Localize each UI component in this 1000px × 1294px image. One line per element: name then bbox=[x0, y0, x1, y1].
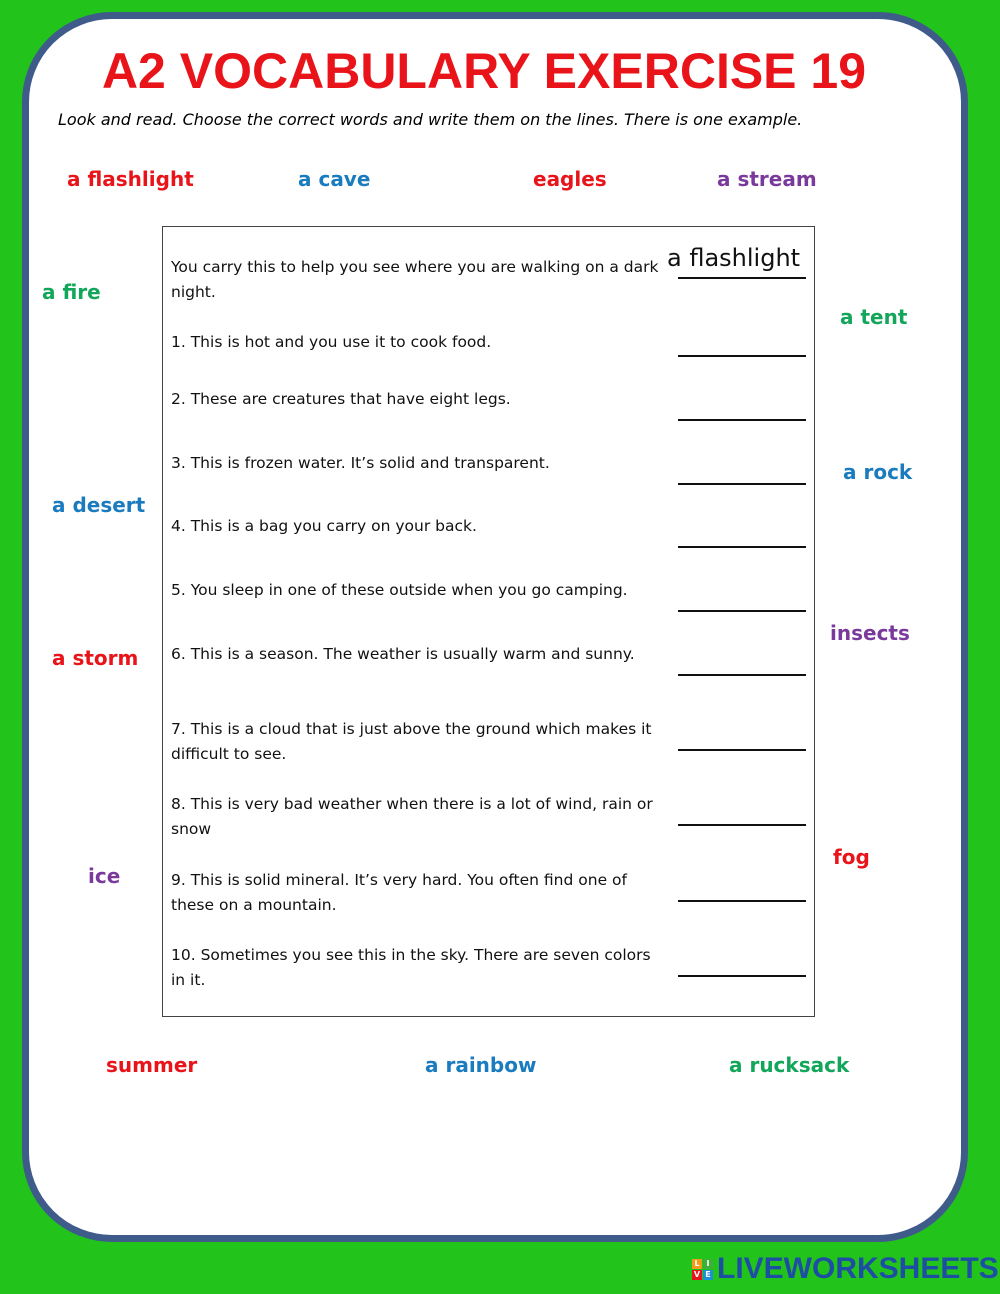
logo-letter: I bbox=[703, 1259, 713, 1269]
answer-line-4[interactable] bbox=[678, 546, 806, 548]
logo-text: LIVEWORKSHEETS bbox=[717, 1252, 999, 1285]
word-bank-item: a stream bbox=[717, 167, 817, 191]
question-2: 2. These are creatures that have eight legs. bbox=[171, 390, 511, 408]
word-bank-item: a fire bbox=[42, 280, 101, 304]
questions-box bbox=[162, 226, 815, 1017]
word-bank-item: a rock bbox=[843, 460, 913, 484]
answer-line-5[interactable] bbox=[678, 610, 806, 612]
word-bank-item: summer bbox=[106, 1053, 198, 1077]
word-bank-item: a flashlight bbox=[67, 167, 194, 191]
answer-line-8[interactable] bbox=[678, 824, 806, 826]
word-bank-item: a rucksack bbox=[729, 1053, 850, 1077]
question-5: 5. You sleep in one of these outside when you go camping. bbox=[171, 581, 628, 599]
word-bank-item: a storm bbox=[52, 646, 139, 670]
example-answer-line bbox=[678, 277, 806, 279]
answer-line-3[interactable] bbox=[678, 483, 806, 485]
question-6: 6. This is a season. The weather is usually warm and sunny. bbox=[171, 645, 635, 663]
word-bank-item: a desert bbox=[52, 493, 146, 517]
question-4: 4. This is a bag you carry on your back. bbox=[171, 517, 477, 535]
question-3: 3. This is frozen water. It’s solid and transparent. bbox=[171, 454, 550, 472]
word-bank-item: ice bbox=[88, 864, 121, 888]
example-question: You carry this to help you see where you are walking on a dark night. bbox=[171, 258, 659, 301]
logo-letter: E bbox=[703, 1270, 713, 1280]
word-bank-item: a tent bbox=[840, 305, 908, 329]
logo-icon bbox=[692, 1259, 713, 1280]
answer-line-2[interactable] bbox=[678, 419, 806, 421]
question-9: 9. This is solid mineral. It’s very hard. You often find one of these on a mountain. bbox=[171, 871, 627, 914]
question-7: 7. This is a cloud that is just above the ground which makes it difficult to see. bbox=[171, 720, 652, 763]
question-10: 10. Sometimes you see this in the sky. There are seven colors in it. bbox=[171, 946, 651, 989]
answer-line-7[interactable] bbox=[678, 749, 806, 751]
logo-letter: V bbox=[693, 1269, 701, 1279]
page-title: A2 VOCABULARY EXERCISE 19 bbox=[101, 43, 867, 99]
answer-line-9[interactable] bbox=[678, 900, 806, 902]
liveworksheets-logo bbox=[692, 1254, 999, 1284]
question-8: 8. This is very bad weather when there is a lot of wind, rain or snow bbox=[171, 795, 653, 838]
answer-line-1[interactable] bbox=[678, 355, 806, 357]
word-bank-item: insects bbox=[830, 621, 910, 645]
logo-letter: L bbox=[692, 1259, 702, 1269]
answer-line-6[interactable] bbox=[678, 674, 806, 676]
answer-line-10[interactable] bbox=[678, 975, 806, 977]
instructions: Look and read. Choose the correct words and write them on the lines. There is one example. bbox=[58, 110, 803, 129]
word-bank-item: a cave bbox=[298, 167, 371, 191]
example-answer: a flashlight bbox=[667, 244, 801, 272]
word-bank-item: fog bbox=[833, 845, 870, 869]
question-1: 1. This is hot and you use it to cook food. bbox=[171, 333, 492, 351]
word-bank-item: a rainbow bbox=[425, 1053, 537, 1077]
word-bank-item: eagles bbox=[533, 167, 607, 191]
